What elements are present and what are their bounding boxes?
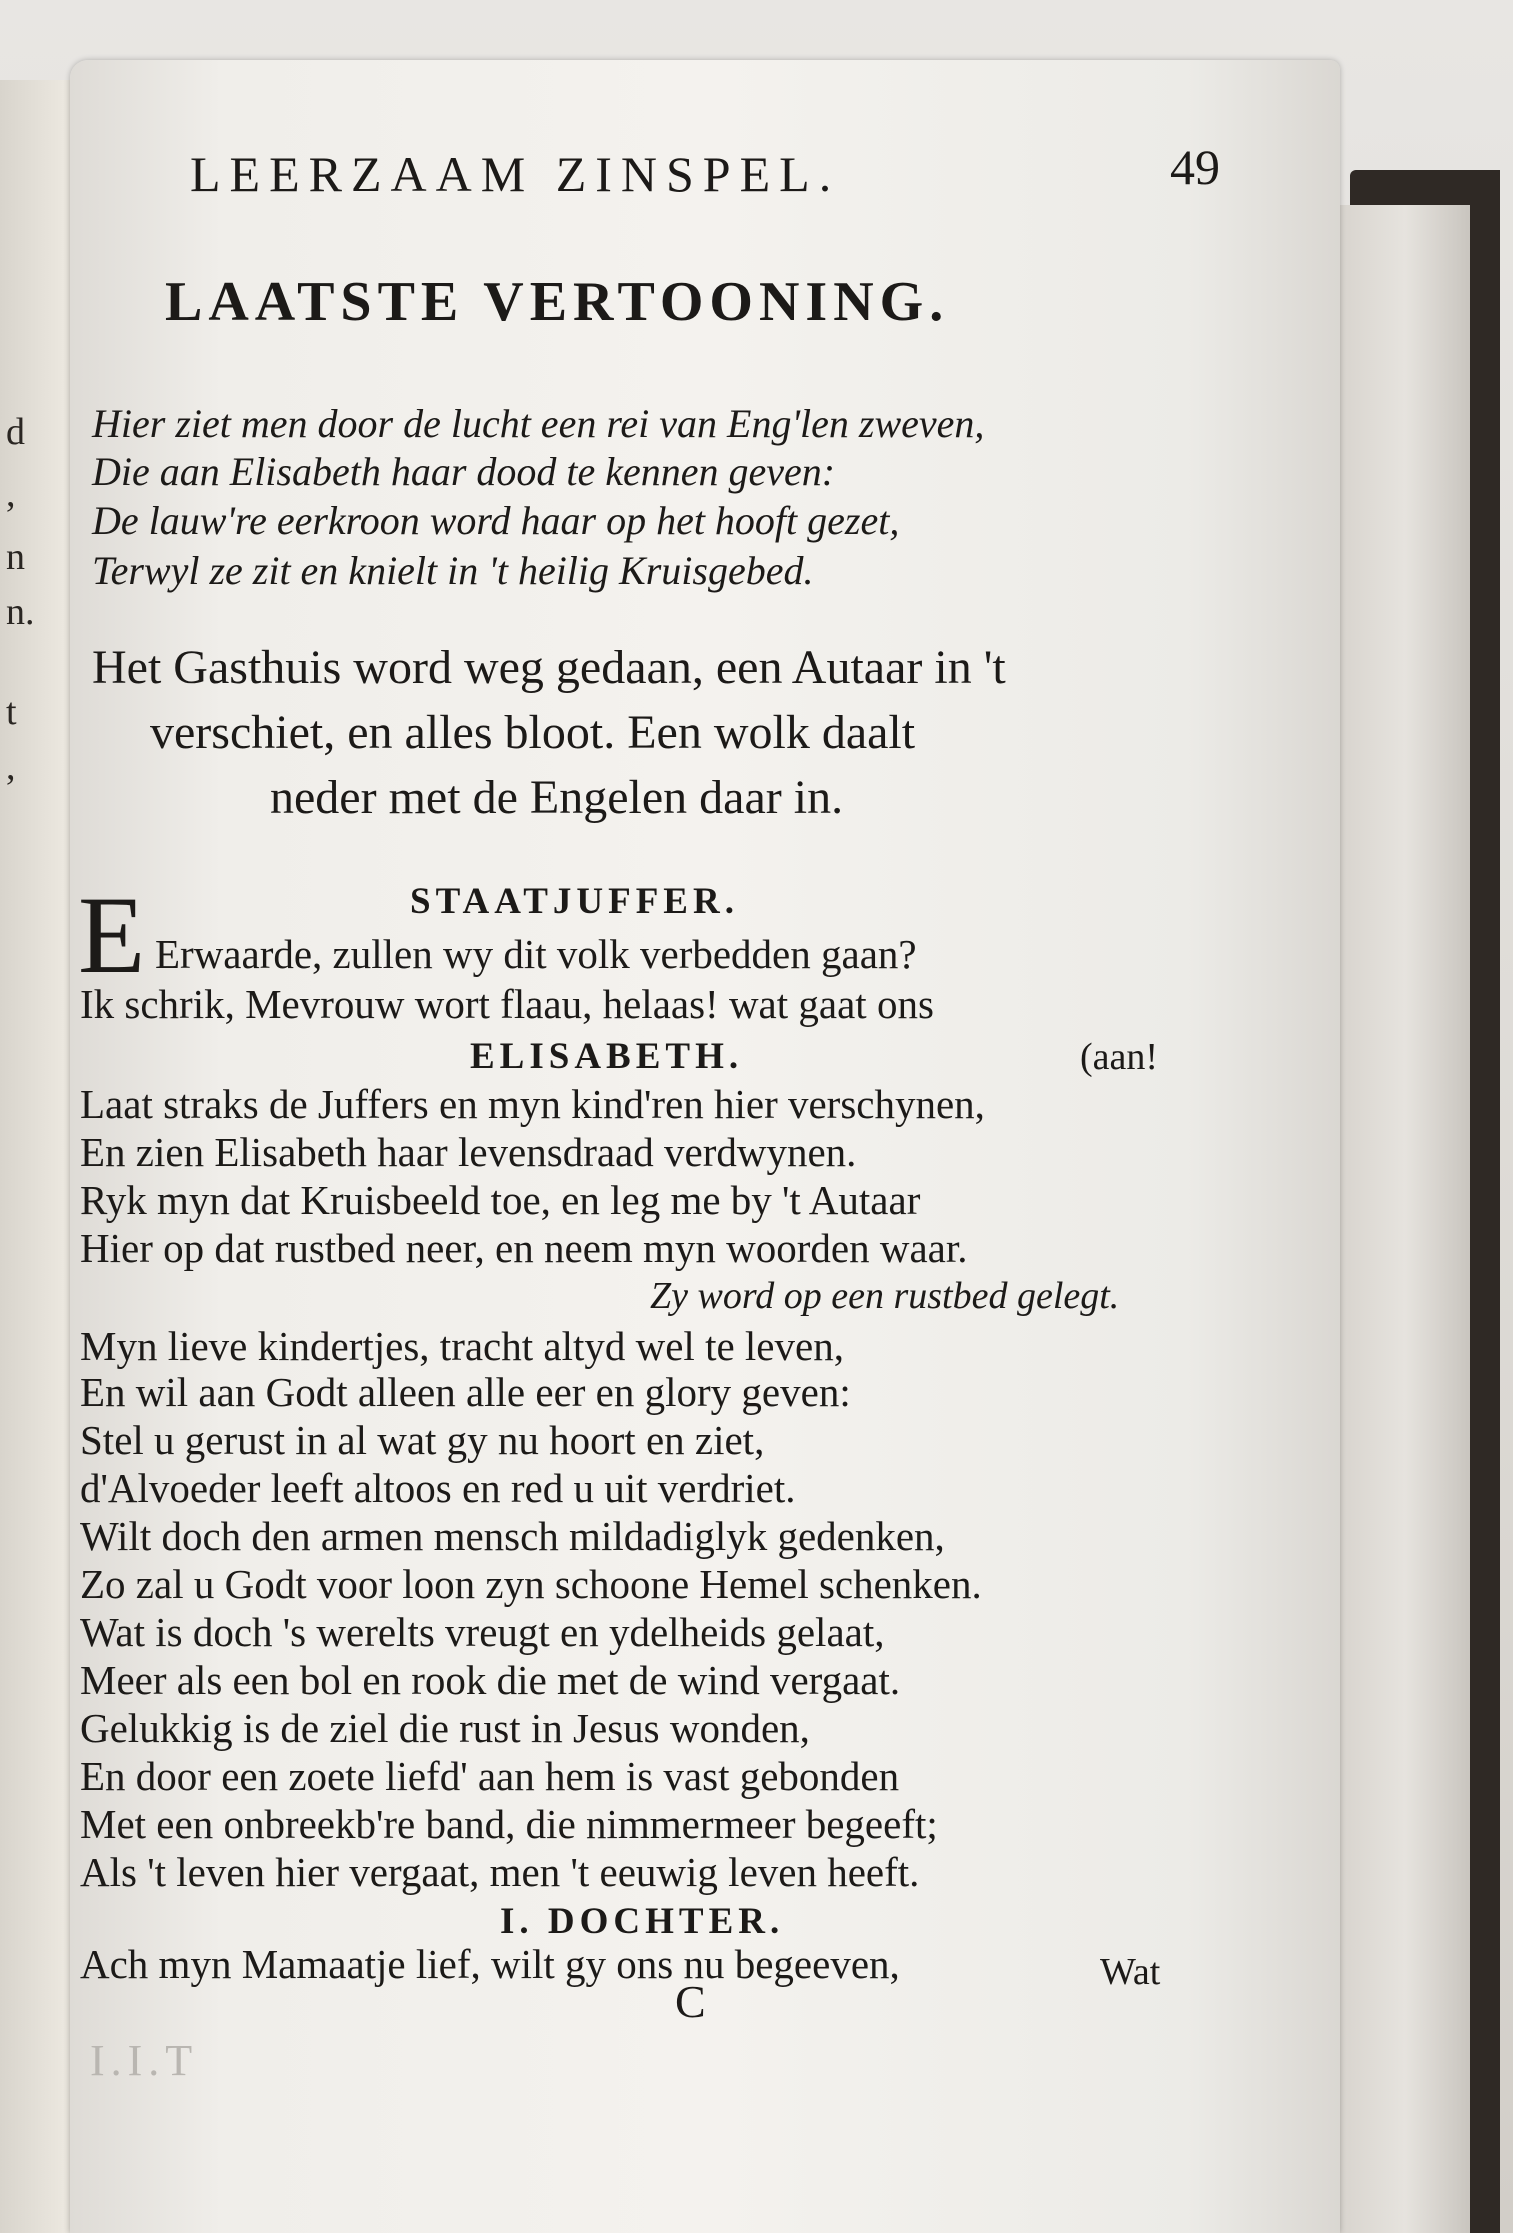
italic-verse-line: Hier ziet men door de lucht een rei van Eng'len zweven, bbox=[92, 401, 985, 446]
verse-line: En zien Elisabeth haar levensdraad verdwynen. bbox=[80, 1129, 857, 1175]
speaker-name: I. DOCHTER. bbox=[500, 1901, 785, 1942]
stage-direction-line: Het Gasthuis word weg gedaan, een Autaar in 't bbox=[92, 641, 1006, 694]
left-page-fragment: n bbox=[6, 536, 25, 578]
italic-verse-line: Terwyl ze zit en knielt in 't heilig Kruisgebed. bbox=[92, 548, 814, 593]
bleed-through-text: I.I.T bbox=[90, 2036, 199, 2085]
speaker-name: STAATJUFFER. bbox=[410, 881, 739, 922]
verse-line: Wat is doch 's werelts vreugt en ydelheids gelaat, bbox=[80, 1609, 885, 1655]
signature-mark: C bbox=[675, 1976, 706, 2027]
running-head: LEERZAAM ZINSPEL. bbox=[190, 146, 841, 202]
verse-line: Met een onbreekb're band, die nimmermeer begeeft; bbox=[80, 1801, 938, 1847]
verse-line: d'Alvoeder leeft altoos en red u uit verdriet. bbox=[80, 1465, 796, 1511]
left-page-fragment: , bbox=[6, 746, 16, 788]
drop-cap: E bbox=[78, 874, 146, 996]
scene-title: LAATSTE VERTOONING. bbox=[165, 271, 950, 333]
speaker-name: ELISABETH. bbox=[470, 1036, 744, 1077]
verse-line: Hier op dat rustbed neer, en neem myn woorden waar. bbox=[80, 1225, 968, 1271]
turnover-text: (aan! bbox=[1080, 1036, 1159, 1078]
stage-direction-line: verschiet, en alles bloot. Een wolk daalt bbox=[150, 706, 916, 759]
next-page-edge bbox=[1340, 205, 1470, 2233]
verse-line: Erwaarde, zullen wy dit volk verbedden gaan? bbox=[155, 931, 917, 977]
catchword: Wat bbox=[1100, 1951, 1161, 1993]
verse-line: Ach myn Mamaatje lief, wilt gy ons nu begeeven, bbox=[80, 1941, 900, 1987]
left-page-fragment: , bbox=[6, 473, 16, 515]
stage-direction-line: neder met de Engelen daar in. bbox=[270, 771, 844, 824]
verse-line: Ryk myn dat Kruisbeeld toe, en leg me by 't Autaar bbox=[80, 1177, 921, 1223]
verse-line: Myn lieve kindertjes, tracht altyd wel te leven, bbox=[80, 1323, 844, 1369]
verse-line: Meer als een bol en rook die met de wind vergaat. bbox=[80, 1657, 901, 1703]
page-number: 49 bbox=[1170, 139, 1220, 195]
verse-line: Ik schrik, Mevrouw wort flaau, helaas! wat gaat ons bbox=[80, 981, 934, 1027]
stage-direction: Zy word op een rustbed gelegt. bbox=[650, 1275, 1120, 1317]
verse-line: Als 't leven hier vergaat, men 't eeuwig leven heeft. bbox=[80, 1849, 920, 1895]
verse-line: En door een zoete liefd' aan hem is vast gebonden bbox=[80, 1753, 900, 1799]
verse-line: En wil aan Godt alleen alle eer en glory geven: bbox=[80, 1369, 851, 1415]
verse-line: Laat straks de Juffers en myn kind'ren hier verschynen, bbox=[80, 1081, 985, 1127]
verse-line: Wilt doch den armen mensch mildadiglyk gedenken, bbox=[80, 1513, 945, 1559]
italic-verse-line: De lauw're eerkroon word haar op het hooft gezet, bbox=[92, 498, 900, 543]
left-page-fragment: t bbox=[6, 691, 17, 733]
left-page-fragment: d bbox=[6, 411, 25, 453]
italic-verse-line: Die aan Elisabeth haar dood te kennen geven: bbox=[92, 449, 836, 494]
verse-line: Gelukkig is de ziel die rust in Jesus wonden, bbox=[80, 1705, 810, 1751]
verse-line: Stel u gerust in al wat gy nu hoort en ziet, bbox=[80, 1417, 765, 1463]
left-page-fragment: n. bbox=[6, 591, 35, 633]
verse-line: Zo zal u Godt voor loon zyn schoone Hemel schenken. bbox=[80, 1561, 982, 1607]
